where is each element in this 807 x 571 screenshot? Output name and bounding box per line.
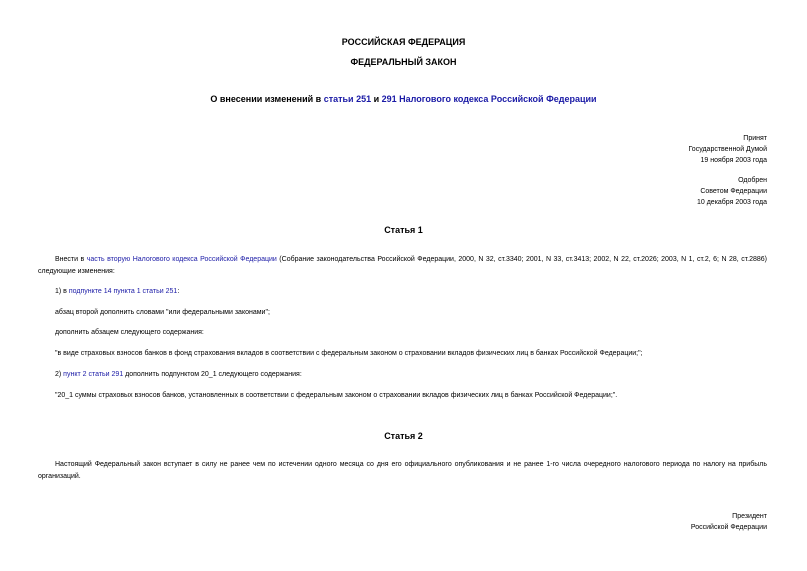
- article-1-item-1: [38, 286, 767, 298]
- article-1-intro-suffix: (Собрание законодательства Российской Федерации, 2000, N 32, ст.3340; 2001, N 33, ст.3413; 2002, N 22, ст.2026; 2003, N 1, ст.2, 6; N 28, ст.2886) следующие изменения:: [38, 256, 767, 275]
- item-2-prefix: 2): [55, 371, 64, 378]
- clause-2-article-291-link[interactable]: пункт 2 статьи 291: [63, 371, 124, 378]
- article-2-text: Настоящий Федеральный закон вступает в силу не ранее чем по истечении одного месяца со дня его официального опубликования и не ранее 1-го числа очередного налогового периода по налогу на прибыль организаций.: [38, 461, 767, 480]
- approved-block: [567, 175, 767, 208]
- item-1-paragraph-2: дополнить абзацем следующего содержания:: [55, 329, 204, 336]
- signature-body: Российской Федерации: [690, 524, 767, 531]
- subparagraph-14-article-251-link[interactable]: подпункте 14 пункта 1 статьи 251: [68, 288, 178, 295]
- item-1-suffix: :: [177, 288, 180, 295]
- law-title-link-article-291[interactable]: 291 Налогового кодекса Российской Федерации: [381, 94, 597, 104]
- document-type-heading: ФЕДЕРАЛЬНЫЙ ЗАКОН: [350, 57, 457, 67]
- approved-date: 10 декабря 2003 года: [696, 199, 767, 206]
- country-heading: РОССИЙСКАЯ ФЕДЕРАЦИЯ: [341, 37, 466, 47]
- article-1-intro-prefix: Внести в: [55, 256, 87, 263]
- item-1-paragraph-1: абзац второй дополнить словами "или федеральными законами";: [55, 309, 270, 316]
- article-1-item-2: [38, 369, 767, 381]
- tax-code-part-two-link[interactable]: часть вторую Налогового кодекса Российской Федерации: [86, 256, 277, 263]
- adopted-date: 19 ноября 2003 года: [700, 157, 767, 164]
- approved-label: Одобрен: [738, 177, 767, 184]
- adopted-block: [567, 133, 767, 166]
- item-1-prefix: 1) в: [55, 288, 69, 295]
- article-1-intro: [38, 254, 767, 278]
- approved-body: Советом Федерации: [700, 188, 767, 195]
- item-2-paragraph-1: "20_1 суммы страховых взносов банков, установленных в соответствии с федеральным законом о страховании вкладов физических лиц в банках Российской Федерации;".: [55, 392, 618, 399]
- signature-block: [567, 511, 767, 533]
- adopted-label: Принят: [743, 135, 767, 142]
- article-2-heading: Статья 2: [384, 431, 423, 441]
- signature-title: Президент: [732, 513, 767, 520]
- adopted-body: Государственной Думой: [688, 146, 767, 153]
- item-1-paragraph-3: "в виде страховых взносов банков в фонд страхования вкладов в соответствии с федеральным законом о страховании вкладов физических лиц в банках Российской Федерации;";: [55, 350, 643, 357]
- law-title-link-article-251[interactable]: статьи 251: [323, 94, 372, 104]
- law-title-prefix: О внесении изменений в: [210, 94, 324, 104]
- item-2-suffix: дополнить подпунктом 20_1 следующего содержания:: [123, 371, 302, 378]
- law-title: [0, 94, 807, 105]
- law-title-mid: и: [371, 94, 382, 104]
- article-1-heading: Статья 1: [384, 225, 423, 235]
